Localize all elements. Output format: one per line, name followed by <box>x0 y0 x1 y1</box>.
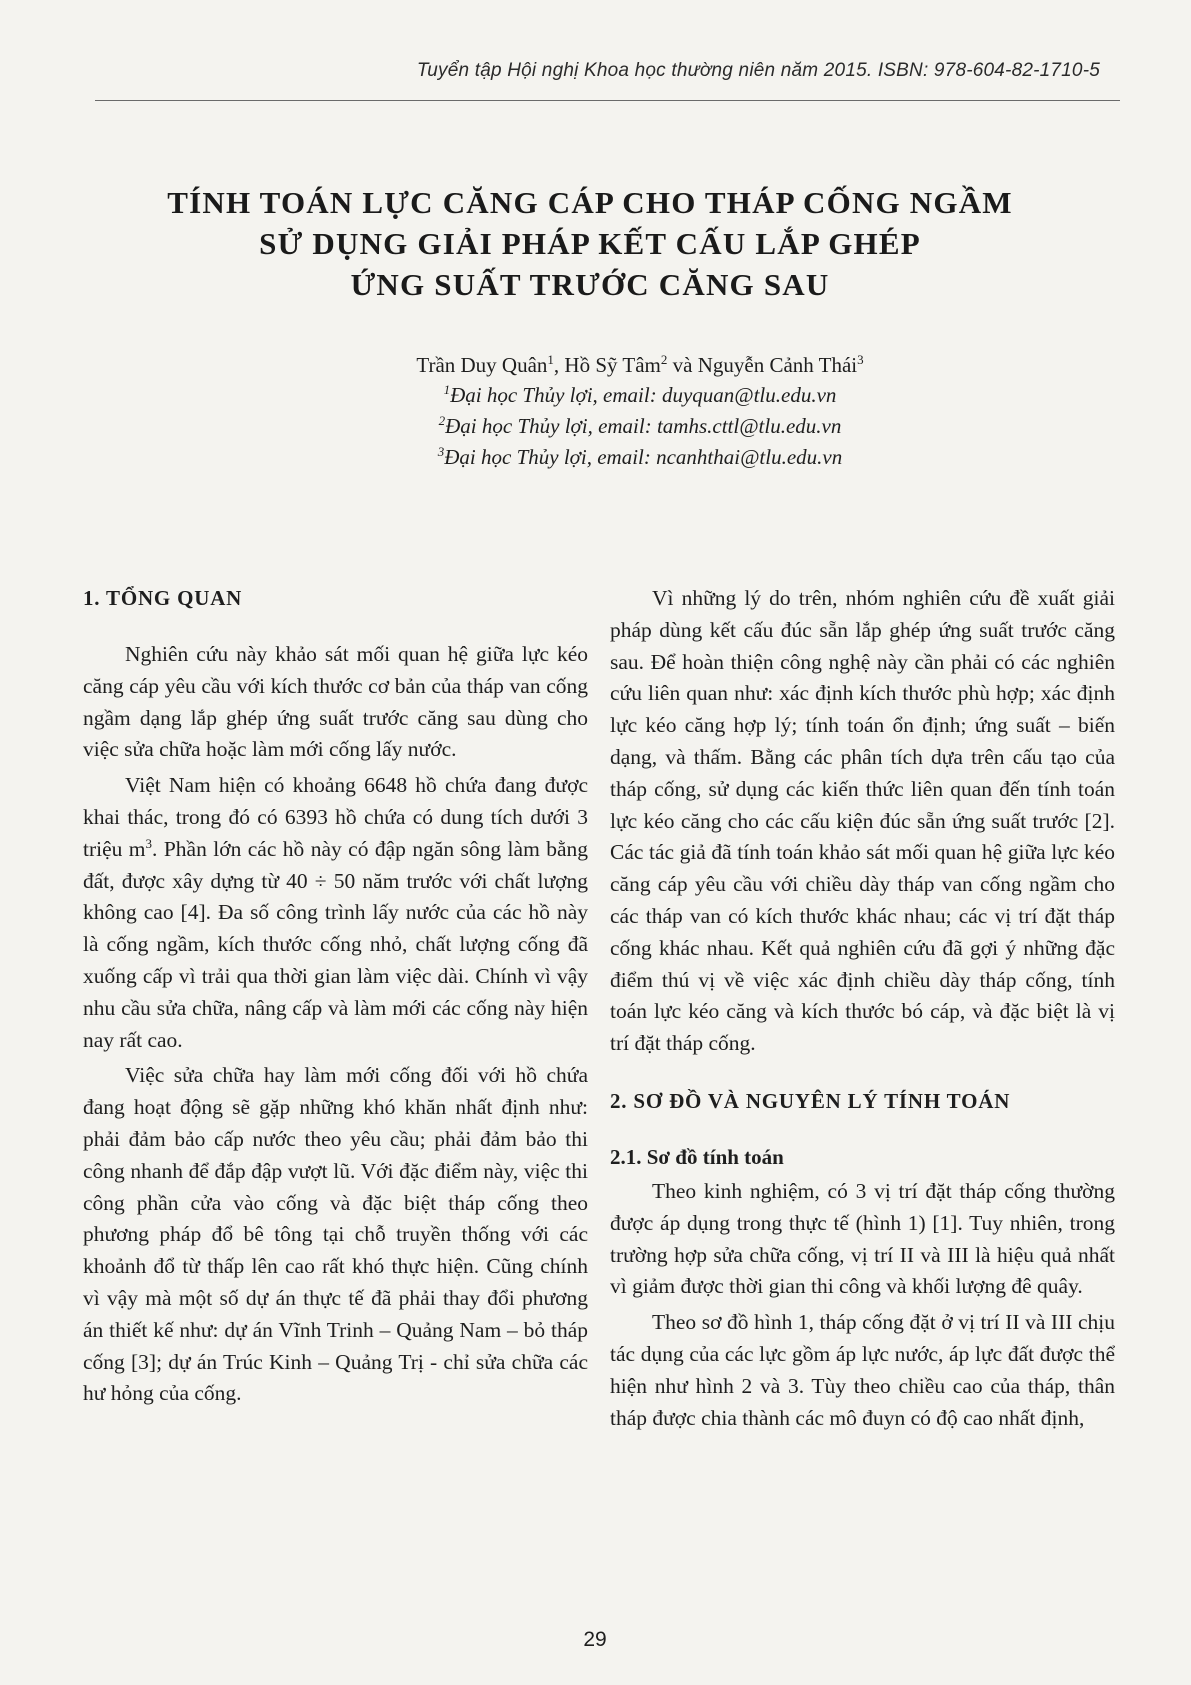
affiliation-line <box>200 380 1080 411</box>
affiliation-list <box>200 380 1080 473</box>
title-line-1: TÍNH TOÁN LỰC CĂNG CÁP CHO THÁP CỐNG NGẦM <box>167 185 1013 220</box>
paragraph: Nghiên cứu này khảo sát mối quan hệ giữa lực kéo căng cáp yêu cầu với kích thước cơ bản của tháp van cống ngầm dạng lắp ghép ứng suất trước căng sau dùng cho việc sửa chữa hoặc làm mới cống lấy nước. <box>83 642 588 762</box>
author-affil-mark: 1 <box>547 352 554 367</box>
paragraph <box>83 770 588 1056</box>
affiliation-text: Đại học Thủy lợi, email: ncanhthai@tlu.edu.vn <box>444 445 843 469</box>
title-line-2: SỬ DỤNG GIẢI PHÁP KẾT CẤU LẮP GHÉP <box>259 226 921 261</box>
superscript: 3 <box>145 835 153 851</box>
affiliation-mark: 2 <box>438 413 446 428</box>
subsection-heading: 2.1. Sơ đồ tính toán <box>610 1144 784 1169</box>
author-separator: và <box>667 353 698 377</box>
paragraph: Theo sơ đồ hình 1, tháp cống đặt ở vị trí II và III chịu tác dụng của các lực gồm áp lực nước, áp lực đất được thể hiện như hình 2 và 3. Tùy theo chiều cao của tháp, thân tháp được chia thành các mô đuyn có độ cao nhất định, <box>610 1310 1115 1430</box>
running-header: Tuyển tập Hội nghị Khoa học thường niên năm 2015. ISBN: 978-604-82-1710-5 <box>416 60 1100 81</box>
author-name: Nguyễn Cảnh Thái <box>697 353 858 377</box>
title-line-3: ỨNG SUẤT TRƯỚC CĂNG SAU <box>350 267 830 302</box>
affiliation-mark: 3 <box>437 444 445 459</box>
author-separator: , <box>553 353 565 377</box>
left-column <box>83 583 588 1410</box>
author-name: Trần Duy Quân <box>416 353 548 377</box>
affiliation-text: Đại học Thủy lợi, email: tamhs.cttl@tlu.edu.vn <box>445 414 842 438</box>
author-affil-mark: 3 <box>857 352 864 367</box>
section-heading-2: 2. SƠ ĐỒ VÀ NGUYÊN LÝ TÍNH TOÁN <box>610 1088 1011 1113</box>
paragraph: Vì những lý do trên, nhóm nghiên cứu đề xuất giải pháp dùng kết cấu đúc sẵn lắp ghép ứng suất trước căng sau. Để hoàn thiện công nghệ này cần phải có các nghiên cứu liên quan như: xác định kích thước phù hợp; xác định lực kéo căng hợp lý; tính toán ổn định; ứng suất – biến dạng, và thấm. Bằng các phân tích dựa trên cấu tạo của tháp cống, sử dụng các kiến thức liên quan đến tính toán lực kéo căng cho các cấu kiện đúc sẵn ứng suất trước [2]. Các tác giả đã tính toán khảo sát mối quan hệ giữa lực kéo căng cáp yêu cầu với chiều dày tháp van cống ngầm cho các tháp van có kích thước khác nhau; các vị trí đặt tháp cống khác nhau. Kết quả nghiên cứu đã gợi ý những đặc điểm thú vị về việc xác định chiều dày tháp cống, tính toán lực kéo căng và kích thước bó cáp, và đặc biệt là vị trí đặt tháp cống. <box>610 586 1115 1056</box>
affiliation-line <box>200 411 1080 442</box>
paragraph: Việc sửa chữa hay làm mới cống đối với hồ chứa đang hoạt động sẽ gặp những khó khăn nhất định như: phải đảm bảo cấp nước theo yêu cầu; phải đảm bảo thi công nhanh để đắp đập vượt lũ. Với đặc điểm này, việc thi công phần cửa vào cống và đặc biệt tháp cống theo phương pháp đổ bê tông tại chỗ truyền thống với các khoảnh đổ từ thấp lên cao rất khó thực hiện. Cũng chính vì vậy mà một số dự án thực tế đã phải thay đổi phương án thiết kế như: dự án Vĩnh Trinh – Quảng Nam – bỏ tháp cống [3]; dự án Trúc Kinh – Quảng Trị - chỉ sửa chữa các hư hỏng của cống. <box>83 1063 588 1406</box>
author-affil-mark: 2 <box>660 352 668 367</box>
affiliation-text: Đại học Thủy lợi, email: duyquan@tlu.edu.vn <box>450 383 837 407</box>
paragraph: Theo kinh nghiệm, có 3 vị trí đặt tháp cống thường được áp dụng trong thực tế (hình 1) [1]. Tuy nhiên, trong trường hợp sửa chữa cống, vị trí II và III là hiệu quả nhất vì giảm được thời gian thi công và khối lượng đê quây. <box>610 1178 1115 1299</box>
paragraph-text: . Phần lớn các hồ này có đập ngăn sông làm bằng đất, được xây dựng từ 40 ÷ 50 năm trước với chất lượng không cao [4]. Đa số công trình lấy nước của các hồ này là cống ngầm, kích thước cống nhỏ, chất lượng cống đã xuống cấp vì trải qua thời gian làm việc dài. Chính vì vậy nhu cầu sửa chữa, nâng cấp và làm mới các cống này hiện nay rất cao. <box>83 836 589 1052</box>
author-list <box>200 350 1080 380</box>
affiliation-mark: 1 <box>443 382 451 397</box>
paper-title <box>120 182 1060 305</box>
section-heading-1: 1. TỔNG QUAN <box>83 586 243 610</box>
right-column <box>610 583 1115 1434</box>
header-rule <box>95 100 1120 101</box>
paragraph-text: Việt Nam hiện có khoảng 6648 hồ chứa đang được khai thác, trong đó có 6393 hồ chứa có dung tích dưới 3 triệu m <box>83 773 588 861</box>
page-number: 29 <box>583 1628 607 1651</box>
author-name: Hồ Sỹ Tâm <box>564 353 661 377</box>
affiliation-line <box>200 442 1080 473</box>
